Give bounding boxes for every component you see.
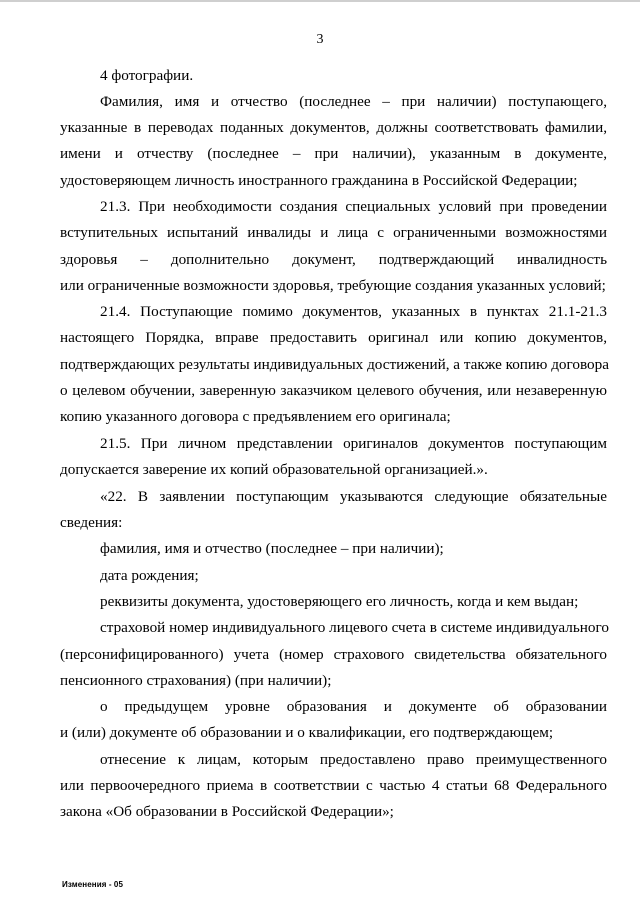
text-line: вступительных испытаний инвалиды и лица с ограниченными возможностями <box>60 224 607 241</box>
text-line: копию указанного договора с предъявлением его оригинала; <box>60 408 451 425</box>
page-top-edge <box>0 0 640 2</box>
text-line: указанные в переводах поданных документов, должны соответствовать фамилии, <box>60 119 607 136</box>
text-line: отнесение к лицам, которым предоставлено право преимущественного <box>100 751 607 768</box>
text-line: 21.4. Поступающие помимо документов, указанных в пунктах 21.1-21.3 <box>100 303 607 320</box>
text-line: или первоочередного приема в соответствии с частью 4 статьи 68 Федерального <box>60 777 607 794</box>
text-line: (персонифицированного) учета (номер страхового свидетельства обязательного <box>60 646 607 663</box>
text-line: имени и отчеству (последнее – при наличии), указанным в документе, <box>60 145 607 162</box>
text-line: страховой номер индивидуального лицевого счета в системе индивидуального <box>100 619 609 636</box>
text-line: реквизиты документа, удостоверяющего его личность, когда и кем выдан; <box>100 593 579 610</box>
text-line: и (или) документе об образовании и о квалификации, его подтверждающем; <box>60 724 554 741</box>
text-line: сведения: <box>60 514 123 531</box>
page-number: 3 <box>316 32 324 47</box>
text-line: допускается заверение их копий образовательной организацией.». <box>60 461 488 478</box>
text-line: о предыдущем уровне образования и документе об образовании <box>100 698 607 715</box>
text-line: дата рождения; <box>100 567 199 584</box>
text-line: настоящего Порядка, вправе предоставить оригинал или копию документов, <box>60 329 607 346</box>
text-line: 21.5. При личном представлении оригиналов документов поступающим <box>100 435 607 452</box>
footer-revision-label: Изменения - 05 <box>62 880 124 889</box>
text-line: фамилия, имя и отчество (последнее – при наличии); <box>100 540 444 557</box>
text-line: о целевом обучении, заверенную заказчиком целевого обучения, или незаверенную <box>60 382 607 399</box>
text-line: «22. В заявлении поступающим указываются следующие обязательные <box>100 488 607 505</box>
text-line: 4 фотографии. <box>100 67 194 84</box>
text-line: подтверждающих результаты индивидуальных достижений, а также копию договора <box>60 356 609 373</box>
text-line: или ограниченные возможности здоровья, требующие создания указанных условий; <box>60 277 606 294</box>
text-line: здоровья – дополнительно документ, подтверждающий инвалидность <box>60 251 607 268</box>
text-line: Фамилия, имя и отчество (последнее – при наличии) поступающего, <box>100 93 607 110</box>
text-line: закона «Об образовании в Российской Федерации»; <box>60 803 394 820</box>
text-line: пенсионного страхования) (при наличии); <box>60 672 332 689</box>
text-line: удостоверяющем личность иностранного гражданина в Российской Федерации; <box>60 172 578 189</box>
text-line: 21.3. При необходимости создания специальных условий при проведении <box>100 198 607 215</box>
